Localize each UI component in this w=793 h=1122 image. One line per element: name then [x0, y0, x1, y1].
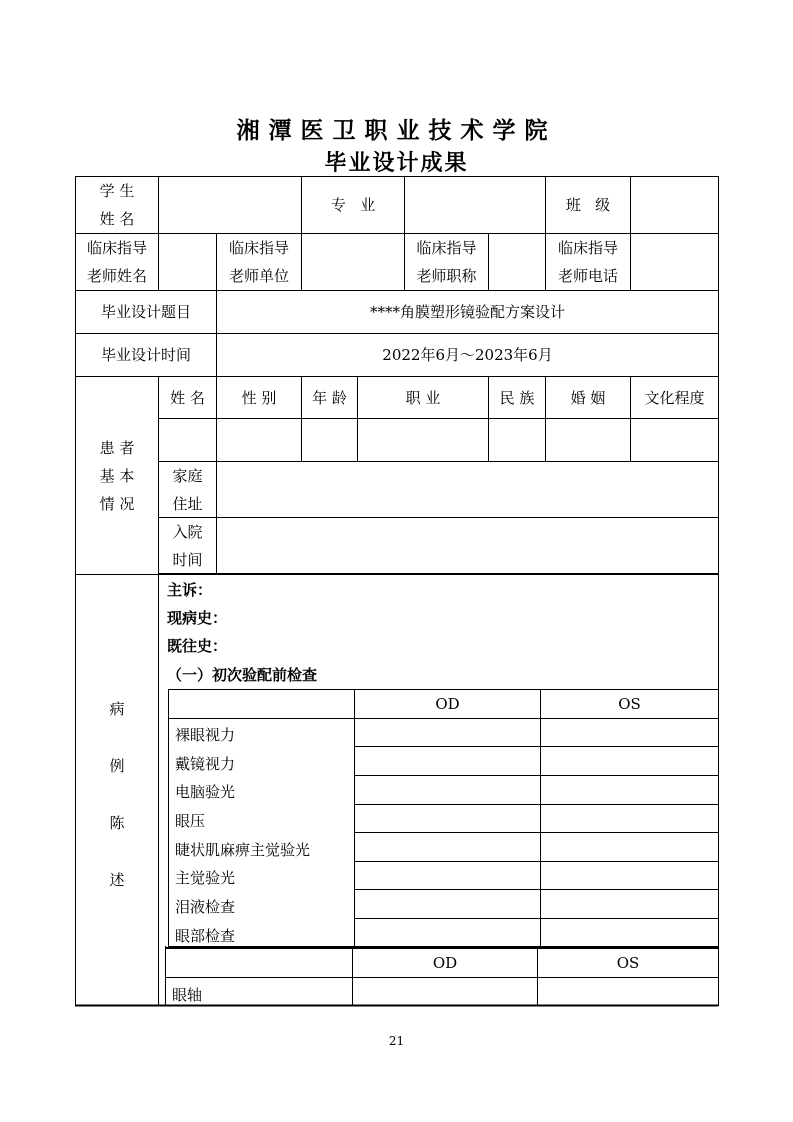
case-section-char-2: 例: [109, 757, 125, 775]
exam-row-label: 眼压: [175, 812, 206, 830]
exam-row-label: 眼部检查: [175, 927, 236, 945]
home-address-label: [159, 462, 216, 517]
teacher-unit-label: [217, 234, 301, 290]
teacher-unit-label-line2: 老师单位: [228, 267, 289, 285]
axial-header-os: OS: [616, 954, 640, 972]
design-topic-value[interactable]: ****角膜塑形镜验配方案设计: [369, 303, 565, 321]
chief-complaint-label: 主诉：: [167, 581, 213, 599]
patient-age-value[interactable]: [302, 419, 357, 461]
patient-info-line2: 基 本: [99, 466, 135, 485]
exam-row-label: 电脑验光: [175, 783, 236, 801]
exam-row-label: 戴镜视力: [175, 755, 236, 773]
teacher-name-label: [76, 234, 158, 290]
patient-header-marital: 婚 姻: [570, 388, 606, 407]
patient-ethnicity-value[interactable]: [489, 419, 545, 461]
teacher-phone-label-line2: 老师电话: [557, 267, 618, 285]
student-name-label-line1: 学 生: [99, 182, 135, 200]
teacher-title-value[interactable]: [489, 234, 545, 290]
class-value[interactable]: [631, 177, 718, 233]
teacher-name-value[interactable]: [159, 234, 216, 290]
exam-heading: （一）初次验配前检查: [167, 666, 318, 684]
teacher-phone-value[interactable]: [631, 234, 718, 290]
home-address-label-line2: 住址: [172, 494, 203, 513]
patient-header-age: 年 龄: [312, 388, 347, 407]
patient-occupation-value[interactable]: [358, 419, 488, 461]
design-time-label: 毕业设计时间: [100, 346, 191, 364]
patient-info-section-label: [76, 377, 158, 574]
major-value[interactable]: [405, 177, 545, 233]
admission-time-label-line2: 时间: [172, 551, 203, 569]
patient-header-ethnicity: 民 族: [499, 388, 535, 407]
past-history-label: 既往史：: [167, 637, 228, 655]
admission-time-label-line1: 入院: [172, 523, 203, 541]
case-section-char-3: 陈: [109, 814, 125, 832]
student-name-value[interactable]: [159, 177, 301, 233]
teacher-title-label-line1: 临床指导: [416, 239, 477, 257]
teacher-name-label-line2: 老师姓名: [86, 267, 147, 285]
design-time-value[interactable]: 2022年6月～2023年6月: [382, 346, 553, 364]
document-title: 毕业设计成果: [324, 151, 469, 176]
teacher-phone-label: [546, 234, 630, 290]
patient-header-name: 姓 名: [170, 388, 205, 407]
teacher-title-label: [405, 234, 488, 290]
student-name-label: [76, 177, 158, 233]
case-section-char-1: 病: [109, 700, 125, 718]
axial-length-label: 眼轴: [172, 986, 203, 1004]
design-topic-label: 毕业设计题目: [100, 303, 191, 321]
admission-time-label: [159, 518, 216, 574]
patient-header-gender: 性 别: [241, 388, 277, 407]
patient-education-value[interactable]: [631, 419, 718, 461]
axial-header-od: OD: [432, 954, 458, 972]
teacher-name-label-line1: 临床指导: [86, 239, 147, 257]
exam-row-label: 睫状肌麻痹主觉验光: [175, 841, 311, 859]
school-name: 湘潭医卫职业技术学院: [236, 118, 557, 144]
home-address-label-line1: 家庭: [172, 466, 203, 485]
teacher-title-label-line2: 老师职称: [416, 267, 477, 285]
patient-gender-value[interactable]: [217, 419, 301, 461]
exam-header-od: OD: [435, 695, 460, 713]
teacher-unit-value[interactable]: [302, 234, 404, 290]
class-label: 班 级: [565, 196, 611, 214]
patient-header-education: 文化程度: [644, 388, 705, 407]
student-name-label-line2: 姓 名: [99, 210, 135, 228]
patient-name-value[interactable]: [159, 419, 216, 461]
page-number: 21: [388, 1034, 405, 1048]
exam-row-label: 主觉验光: [175, 869, 236, 887]
home-address-value[interactable]: [217, 462, 718, 517]
exam-row-label: 泪液检查: [175, 898, 236, 916]
exam-row-label: 裸眼视力: [175, 726, 236, 744]
exam-header-os: OS: [618, 695, 641, 713]
major-label: 专 业: [330, 196, 376, 214]
admission-time-value[interactable]: [217, 518, 718, 574]
teacher-phone-label-line1: 临床指导: [557, 239, 618, 257]
patient-marital-value[interactable]: [546, 419, 630, 461]
teacher-unit-label-line1: 临床指导: [228, 239, 289, 257]
patient-info-line1: 患 者: [99, 438, 135, 457]
patient-header-occupation: 职 业: [405, 388, 441, 407]
present-history-label: 现病史：: [167, 609, 228, 627]
patient-info-line3: 情 况: [99, 494, 135, 513]
case-section-char-4: 述: [109, 871, 125, 889]
